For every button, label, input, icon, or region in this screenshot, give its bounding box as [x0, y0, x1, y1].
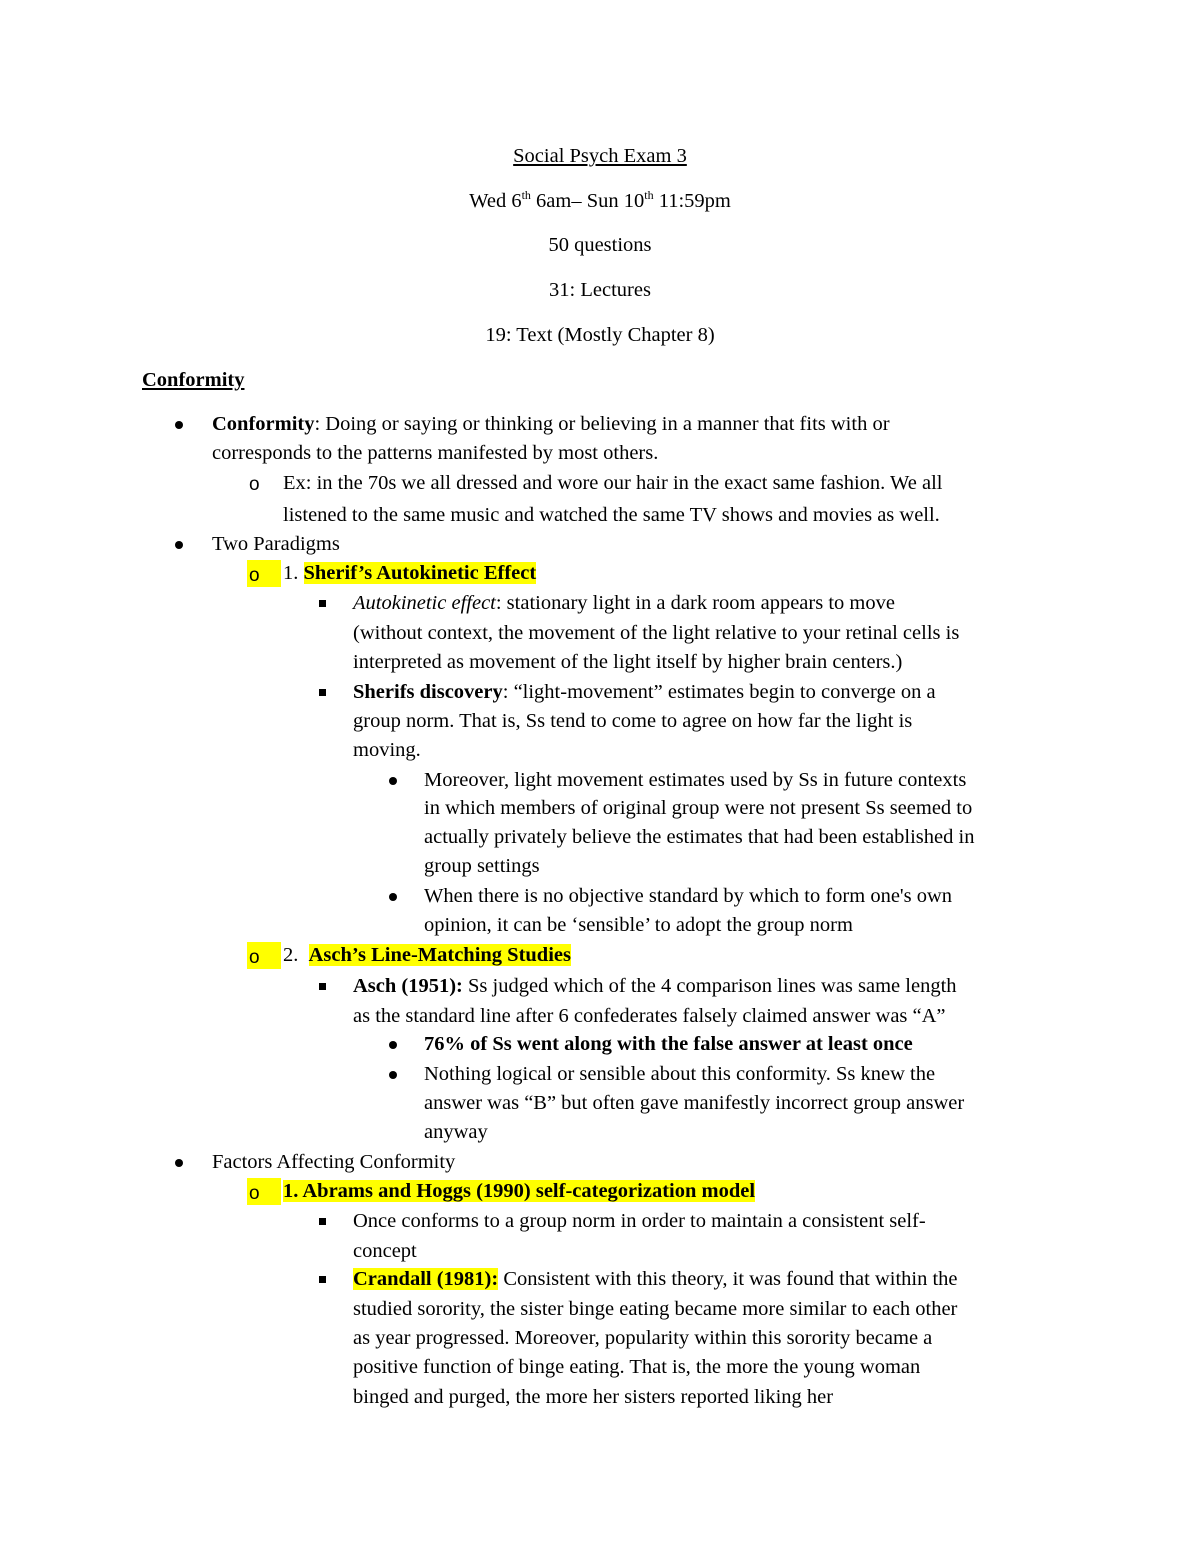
nothing-logical-text: Nothing logical or sensible about this conformity. Ss knew the [424, 1063, 936, 1085]
nothing-logical-text-cont: anyway [424, 1121, 488, 1143]
autokinetic-definition: Autokinetic effect: stationary light in a dark room appears to move [353, 592, 895, 614]
factors-label: Factors Affecting Conformity [212, 1151, 456, 1173]
asch-study-cont: as the standard line after 6 confederates falsely claimed answer was “A” [353, 1005, 946, 1027]
sherif-discovery-cont: group norm. That is, Ss tend to come to agree on how far the light is [353, 710, 913, 732]
square-bullet-icon [319, 689, 326, 696]
bullet-icon [175, 541, 183, 549]
factor-1-heading: 1. Abrams and Hoggs (1990) self-categorization model [283, 1180, 756, 1202]
square-bullet-icon [319, 983, 326, 990]
moreover-text-cont: in which members of original group were not present Ss seemed to [424, 797, 973, 819]
bullet-icon [389, 777, 397, 785]
example-text-cont: listened to the same music and watched the same TV shows and movies as well. [283, 504, 940, 526]
nothing-logical-text-cont: answer was “B” but often gave manifestly incorrect group answer [424, 1092, 965, 1114]
objective-standard-text-cont: opinion, it can be ‘sensible’ to adopt the group norm [424, 914, 853, 936]
square-bullet-icon [319, 1218, 326, 1225]
bullet-icon [175, 1159, 183, 1167]
lecture-count: 31: Lectures [549, 279, 651, 301]
self-concept-text-cont: concept [353, 1240, 417, 1262]
sherif-discovery-cont: moving. [353, 739, 421, 761]
bullet-icon [389, 1071, 397, 1079]
objective-standard-text: When there is no objective standard by which to form one's own [424, 885, 953, 907]
section-heading: Conformity [142, 369, 245, 391]
bullet-icon [389, 1041, 397, 1049]
autokinetic-definition-cont: (without context, the movement of the light relative to your retinal cells is [353, 622, 960, 644]
crandall-study: Crandall (1981): Consistent with this theory, it was found that within the [353, 1268, 958, 1290]
sherif-discovery: Sherifs discovery: “light-movement” estimates begin to converge on a [353, 681, 936, 703]
asch-result: 76% of Ss went along with the false answer at least once [424, 1033, 913, 1055]
two-paradigms-label: Two Paradigms [212, 533, 340, 555]
sub-bullet-icon: o [249, 565, 260, 586]
autokinetic-definition-cont: interpreted as movement of the light itself by higher brain centers.) [353, 651, 903, 673]
crandall-study-cont: binged and purged, the more her sisters reported liking her [353, 1386, 834, 1408]
sub-bullet-icon: o [249, 474, 260, 495]
exam-dates: Wed 6th 6am– Sun 10th 11:59pm [469, 188, 731, 212]
example-text: Ex: in the 70s we all dressed and wore our hair in the exact same fashion. We all [283, 472, 943, 494]
bullet-icon [175, 421, 183, 429]
square-bullet-icon [319, 1276, 326, 1283]
crandall-study-cont: as year progressed. Moreover, popularity within this sorority became a [353, 1327, 933, 1349]
moreover-text-cont: actually privately believe the estimates that had been established in [424, 826, 975, 848]
text-count: 19: Text (Mostly Chapter 8) [485, 324, 715, 346]
sub-bullet-icon: o [249, 947, 260, 968]
asch-study: Asch (1951): Ss judged which of the 4 comparison lines was same length [353, 975, 957, 997]
crandall-study-cont: positive function of binge eating. That is, the more the young woman [353, 1356, 921, 1378]
paradigm-1-heading: 1. Sherif’s Autokinetic Effect [283, 562, 537, 584]
crandall-study-cont: studied sorority, the sister binge eating became more similar to each other [353, 1298, 958, 1320]
paradigm-2-heading: 2. Asch’s Line-Matching Studies [283, 944, 571, 966]
document-title: Social Psych Exam 3 [513, 145, 687, 167]
moreover-text: Moreover, light movement estimates used by Ss in future contexts [424, 769, 967, 791]
question-count: 50 questions [548, 234, 652, 256]
sub-bullet-icon: o [249, 1183, 260, 1204]
moreover-text-cont: group settings [424, 855, 540, 877]
square-bullet-icon [319, 600, 326, 607]
bullet-icon [389, 893, 397, 901]
conformity-definition: Conformity: Doing or saying or thinking or believing in a manner that fits with or [212, 413, 890, 435]
conformity-definition-cont: corresponds to the patterns manifested by most others. [212, 442, 659, 464]
self-concept-text: Once conforms to a group norm in order to maintain a consistent self- [353, 1210, 926, 1232]
